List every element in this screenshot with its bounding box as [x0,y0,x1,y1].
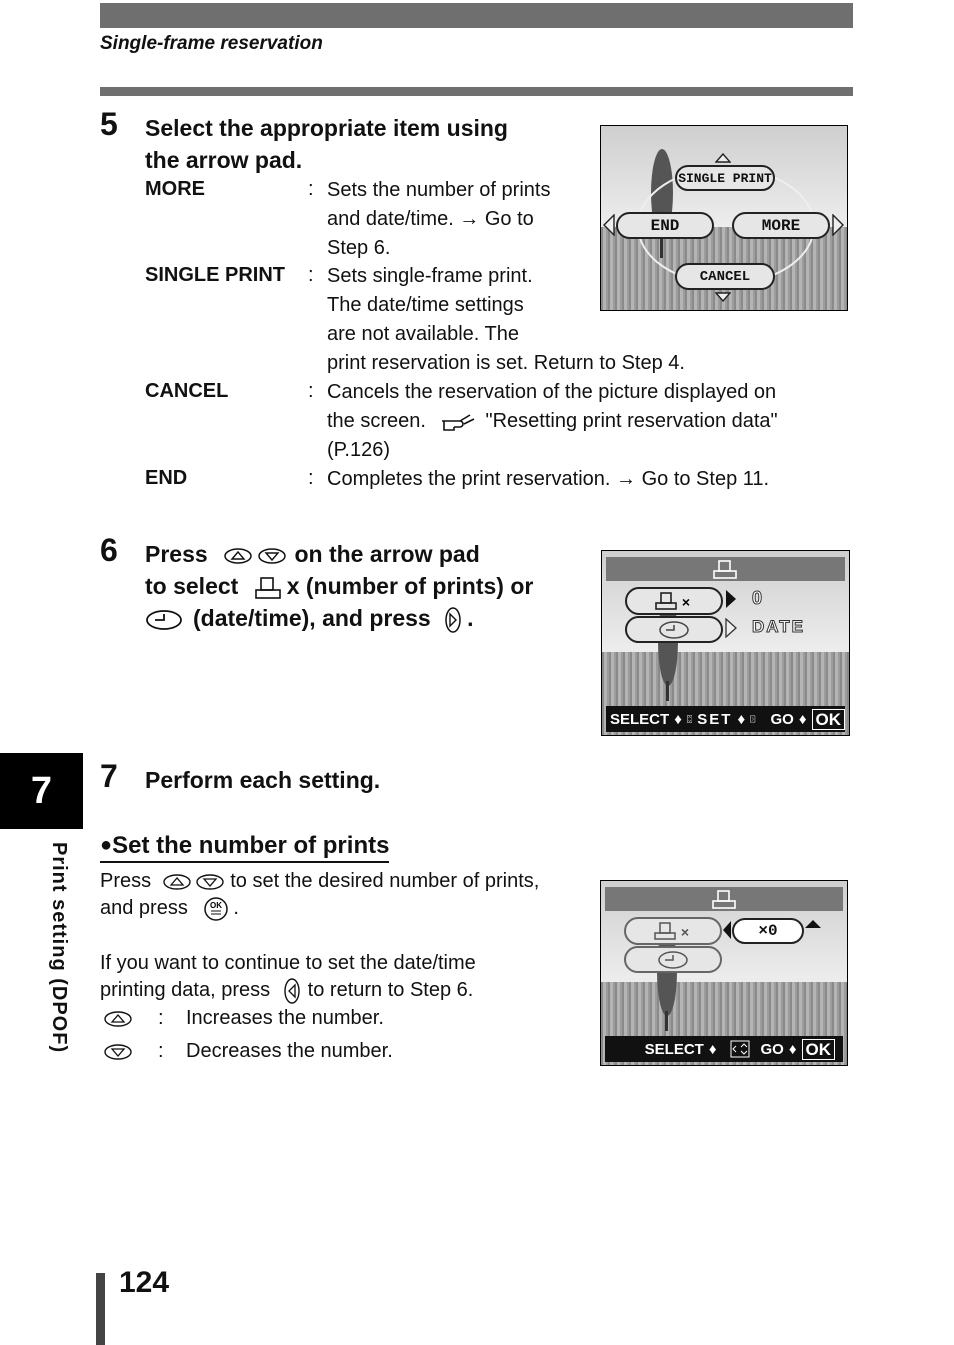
ok-button-icon [203,896,229,922]
term-single-print: SINGLE PRINT [145,264,286,286]
arrow-pad-up-icon [163,874,191,890]
arrow-left-icon [603,214,615,236]
def-end: Completes the print reservation. → Go to Step 11. [327,468,770,490]
arrow-pad-up-icon [224,548,252,564]
right-key-icon [750,711,755,727]
print-count-field: ×0 [732,918,804,944]
term-cancel: CANCEL [145,380,229,402]
step-7-status-bar: SELECT ♦ GO ♦ OK [605,1036,843,1062]
header-rule [100,87,853,96]
menu-cancel: CANCEL [675,263,775,290]
print-count-option-selected [625,587,723,615]
arrow-right-icon [832,214,844,236]
ok-label: OK [812,709,846,730]
step-7-lcd-screen [600,880,848,1066]
def-more: Sets the number of prints and date/time. → Go to Step 6. [327,179,551,259]
subheading-number-of-prints: ●Set the number of prints [100,832,389,863]
menu-single-print: SINGLE PRINT [675,165,775,191]
arrow-pad-left-icon [284,978,300,1004]
date-value: DATE [752,617,806,636]
arrow-pad-up-icon [103,1010,133,1028]
term-more: MORE [145,178,205,200]
step-5-lcd-screen [600,125,848,311]
select-label: SELECT [610,710,670,728]
print-count-value: 0 [752,588,763,608]
section-header-title: Single-frame reservation [100,33,323,54]
arrow-right-filled-icon [725,589,737,609]
step-7-number: 7 [100,758,118,794]
go-label: GO [770,710,794,728]
arrow-left-filled-icon [722,920,732,940]
svg-text:OK: OK [210,900,223,910]
page-number-bar [96,1273,105,1345]
print-icon [711,890,737,910]
def-single-print: Sets single-frame print. The date/time settings are not available. The print reservation is set. Return to Step 4. [327,265,685,374]
clock-icon [145,609,183,631]
print-count-icon [253,576,283,600]
select-label: SELECT [644,1040,704,1058]
date-option [624,946,722,973]
arrow-pad-down-icon [196,874,224,890]
svg-text:×: × [680,924,690,940]
key-down-description: Decreases the number. [186,1040,393,1062]
step-6-status-bar: SELECT ♦ SET ♦ GO ♦ OK [606,706,845,732]
page-number: 124 [119,1266,170,1299]
arrow-pad-down-icon [258,548,286,564]
header-bar [100,3,853,28]
print-count-option [624,917,722,945]
chapter-tab: 7 [0,753,83,829]
menu-end: END [616,212,714,239]
menu-more: MORE [732,212,830,239]
paragraph-set-prints: Press to set the desired number of prints, and press OK . [100,868,539,922]
arrow-pad-down-icon [103,1043,133,1061]
print-icon [712,560,738,580]
step-6-number: 6 [100,532,118,568]
def-cancel: Cancels the reservation of the picture displayed on the screen. "Resetting print reservation data" (P.126) [327,381,778,461]
up-down-icon [687,710,692,728]
svg-text:×: × [681,594,691,610]
paragraph-continue: If you want to continue to set the date/time printing data, press to return to Step 6. [100,950,476,1004]
pointing-hand-icon [440,412,480,432]
step-6-title: Press on the arrow pad to select x (number of prints) or (date/time), and press . [145,541,534,631]
set-label: SET [697,710,733,728]
step-5-number: 5 [100,106,118,142]
ok-label: OK [802,1039,836,1060]
term-end: END [145,467,188,489]
arrow-up-icon [715,153,731,163]
go-label: GO [760,1040,784,1058]
step-6-lcd-screen [601,550,850,736]
step-5-title: Select the appropriate item using the arrow pad. [145,115,508,173]
key-up-description: Increases the number. [186,1007,384,1029]
step-7-title: Perform each setting. [145,767,381,793]
up-down-left-icon [730,1040,750,1058]
date-option [625,616,723,643]
arrow-up-filled-icon [804,919,822,929]
arrow-pad-right-icon [445,607,461,633]
arrow-right-outline-icon [725,618,737,638]
chapter-label: Print setting (DPOF) [48,842,70,1054]
arrow-down-icon [715,292,731,302]
